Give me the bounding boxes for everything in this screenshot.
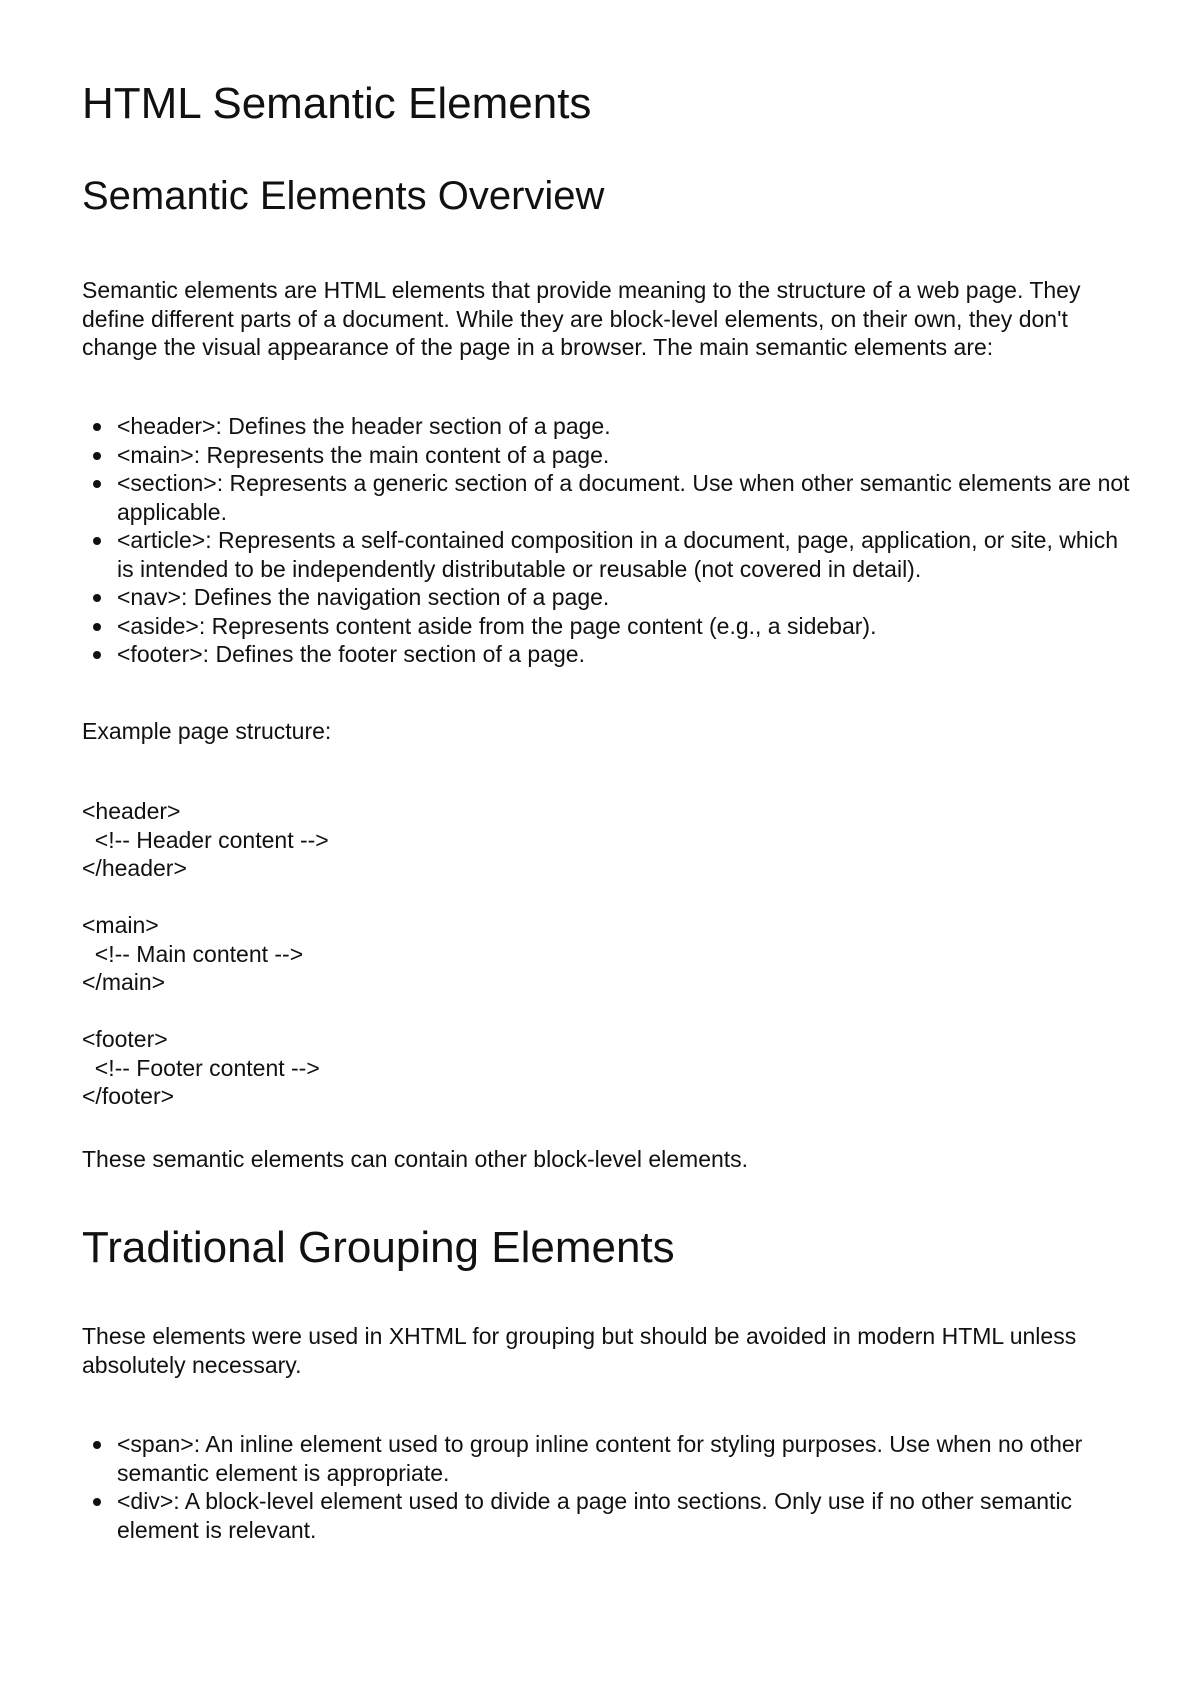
list-item-text: <footer>: Defines the footer section of a page. bbox=[117, 641, 585, 667]
code-line: <main> bbox=[82, 912, 159, 938]
list-item-text: <main>: Represents the main content of a page. bbox=[117, 441, 610, 468]
traditional-elements-list bbox=[82, 1430, 1132, 1544]
code-line: <!-- Main content --> bbox=[82, 940, 304, 967]
bullet-icon bbox=[93, 480, 101, 488]
semantic-elements-list bbox=[82, 412, 1132, 669]
code-line: <header> bbox=[82, 798, 181, 824]
bullet-icon bbox=[93, 594, 101, 602]
code-line: <!-- Footer content --> bbox=[82, 1054, 320, 1081]
code-blank-line bbox=[82, 997, 329, 1026]
list-item-text: <header>: Defines the header section of a page. bbox=[117, 413, 611, 439]
list-item-text: <section>: Represents a generic section of a document. Use when other semantic elements are not applicable. bbox=[117, 470, 1130, 525]
page-title: HTML Semantic Elements bbox=[82, 79, 592, 128]
contain-note-paragraph: These semantic elements can contain other block-level elements. bbox=[82, 1146, 749, 1172]
bullet-icon bbox=[93, 1441, 101, 1449]
list-item bbox=[82, 441, 1132, 470]
code-line: <footer> bbox=[82, 1026, 168, 1052]
list-item-text: <article>: Represents a self-contained composition in a document, page, application, or site, which is intended to be independently distributable or reusable (not covered in detail). bbox=[117, 527, 1119, 582]
code-line: </footer> bbox=[82, 1083, 175, 1109]
code-line: </main> bbox=[82, 969, 166, 995]
list-item-text: <aside>: Represents content aside from the page content (e.g., a sidebar). bbox=[117, 612, 877, 639]
code-blank-line bbox=[82, 883, 329, 912]
bullet-icon bbox=[93, 452, 101, 460]
section-heading-overview: Semantic Elements Overview bbox=[82, 174, 605, 218]
list-item bbox=[82, 583, 1132, 612]
example-code-block bbox=[82, 797, 329, 1111]
list-item bbox=[82, 469, 1132, 526]
list-item-text: <span>: An inline element used to group inline content for styling purposes. Use when no other semantic element is appropriate. bbox=[117, 1431, 1083, 1486]
code-line: </header> bbox=[82, 855, 187, 881]
code-line: <!-- Header content --> bbox=[82, 826, 329, 853]
bullet-icon bbox=[93, 623, 101, 631]
bullet-icon bbox=[93, 423, 101, 431]
traditional-intro-paragraph: These elements were used in XHTML for grouping but should be avoided in modern HTML unless absolutely necessary. bbox=[82, 1323, 1077, 1378]
list-item bbox=[82, 526, 1132, 583]
list-item bbox=[82, 1487, 1132, 1544]
bullet-icon bbox=[93, 537, 101, 545]
section-heading-traditional: Traditional Grouping Elements bbox=[82, 1223, 675, 1272]
bullet-icon bbox=[93, 1498, 101, 1506]
list-item-text: <div>: A block-level element used to divide a page into sections. Only use if no other semantic element is relevant. bbox=[117, 1488, 1073, 1543]
bullet-icon bbox=[93, 651, 101, 659]
list-item bbox=[82, 1430, 1132, 1487]
overview-intro-paragraph: Semantic elements are HTML elements that provide meaning to the structure of a web page. They define different parts of a document. While they are block-level elements, on their own, they don't change the visual appearance of the page in a browser. The main semantic elements are: bbox=[82, 277, 1081, 360]
list-item bbox=[82, 640, 1132, 669]
list-item bbox=[82, 612, 1132, 641]
list-item bbox=[82, 412, 1132, 441]
list-item-text: <nav>: Defines the navigation section of a page. bbox=[117, 584, 610, 610]
example-label: Example page structure: bbox=[82, 718, 332, 744]
